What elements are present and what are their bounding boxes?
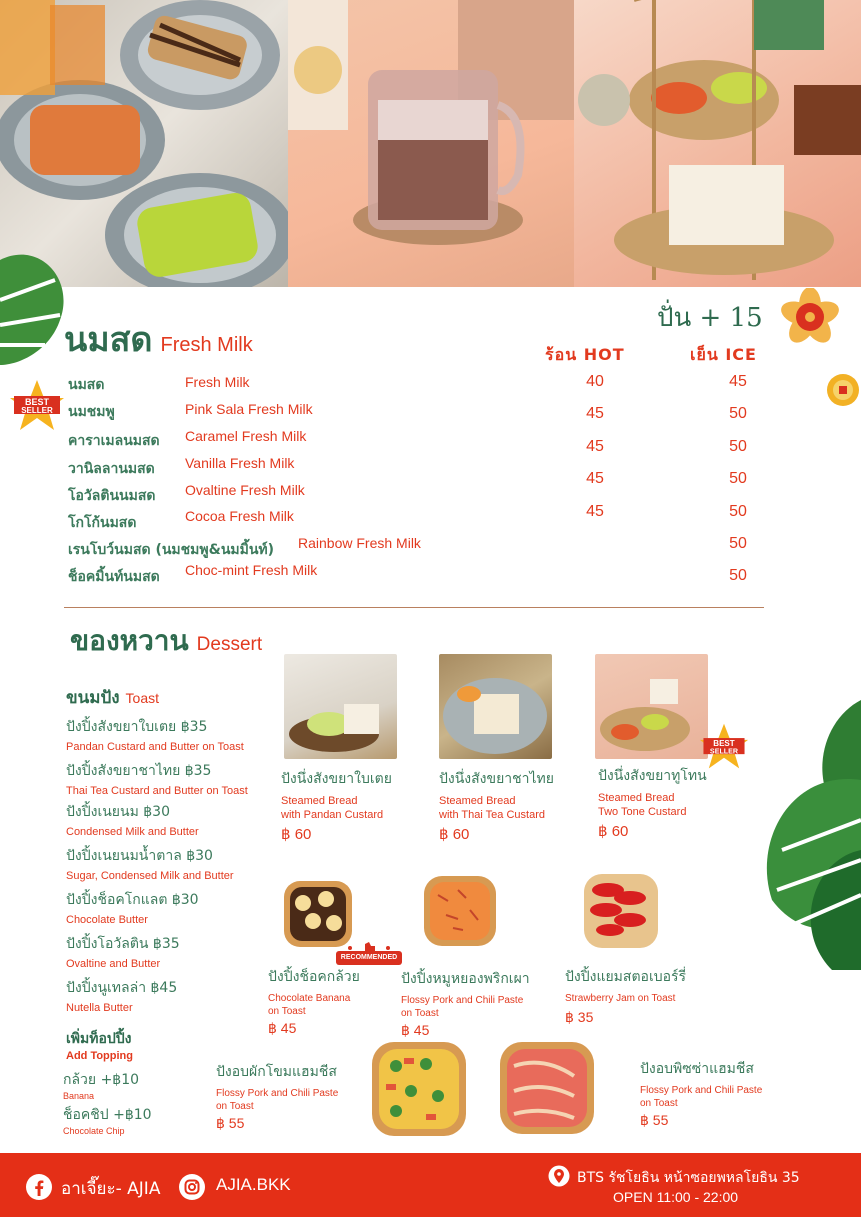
- photo-steamed-bread: [574, 0, 861, 287]
- column-ice-header: เย็น ICE: [690, 345, 757, 364]
- steamed-item-th: ปังนึ่งสังขยาใบเตย: [281, 771, 392, 787]
- baked-item: [216, 1061, 338, 1132]
- milk-item-en: Ovaltine Fresh Milk: [185, 482, 305, 498]
- milk-item-th: คาราเมลนมสด: [68, 433, 160, 449]
- special-toast-price: ฿ 45: [401, 1022, 430, 1038]
- toast-item-th: ปังปิ้งนูเทลล่า ฿45: [66, 980, 178, 996]
- best-seller-line2: SELLER: [21, 406, 53, 415]
- toast-item: [66, 716, 276, 760]
- footer-bar: [0, 1153, 861, 1217]
- milk-item-th: นมชมพู: [68, 404, 115, 420]
- price-hot: 40: [586, 373, 604, 390]
- special-toast-item: [565, 966, 686, 1026]
- price-ice: 50: [729, 470, 747, 487]
- baked-item-en2: on Toast: [640, 1098, 678, 1109]
- toast-item-th: ปังปิ้งเนยนมน้ำตาล ฿30: [66, 848, 213, 864]
- fresh-milk-title-th: นมสด: [64, 320, 153, 360]
- toast-title-th: ขนมปัง: [66, 688, 120, 708]
- special-toast-en1: Chocolate Banana: [268, 993, 351, 1004]
- price-ice: 50: [729, 503, 747, 520]
- milk-item-en: Cocoa Fresh Milk: [185, 508, 294, 524]
- toast-item-th: ปังปิ้งสังขยาชาไทย ฿35: [66, 763, 212, 779]
- dessert-title-en: Dessert: [196, 634, 263, 655]
- instagram-handle[interactable]: AJIA.BKK: [216, 1175, 291, 1194]
- dessert-heading: [70, 619, 262, 663]
- coin-decoration: [826, 373, 861, 408]
- toast-item-en: Nutella Butter: [66, 1002, 133, 1014]
- flower-decoration: [780, 288, 840, 346]
- steamed-item-price: ฿ 60: [439, 826, 470, 843]
- toast-list: [66, 716, 276, 1021]
- special-toast-th: ปังปิ้งแยมสตอเบอร์รี่: [565, 969, 687, 985]
- recommended-label: RECOMMENDED: [340, 954, 398, 961]
- topping-item: [63, 1104, 152, 1136]
- best-seller-star-icon: [8, 378, 66, 434]
- opening-hours: OPEN 11:00 - 22:00: [613, 1189, 739, 1205]
- topping-title-en: Add Topping: [66, 1050, 133, 1062]
- special-toast-th: ปังปิ้งหมูหยองพริกเผา: [401, 971, 530, 987]
- baked-item-th: ปังอบผักโขมแฮมชีส: [216, 1064, 337, 1080]
- fresh-milk-heading: [64, 312, 253, 366]
- topping-title-th: เพิ่มท็อปปิ้ง: [66, 1031, 132, 1047]
- special-toast-price: ฿ 35: [565, 1009, 594, 1025]
- milk-item-th: โกโก้นมสด: [68, 515, 137, 531]
- topping-item: [63, 1069, 139, 1101]
- photo-steamed-thaitea: [439, 654, 552, 759]
- milk-item-en: Fresh Milk: [185, 374, 250, 390]
- toast-item-en: Condensed Milk and Butter: [66, 826, 199, 838]
- toast-title-en: Toast: [125, 690, 160, 706]
- steamed-item-en1: Steamed Bread: [439, 795, 516, 807]
- blend-surcharge: ปั่น + 15: [657, 303, 763, 333]
- milk-item-th: โอวัลตินนมสด: [68, 488, 156, 504]
- baked-pizza-ham-illustration: [494, 1036, 600, 1140]
- toast-item: [66, 933, 276, 977]
- toast-item: [66, 801, 276, 845]
- monstera-leaf-decoration: [0, 240, 72, 370]
- special-toast-th: ปังปิ้งช็อคกล้วย: [268, 969, 360, 985]
- milk-item-th: วานิลลานมสด: [68, 461, 155, 477]
- baked-item-en2: on Toast: [216, 1101, 254, 1112]
- steamed-item-price: ฿ 60: [598, 823, 629, 840]
- steamed-item-en2: Two Tone Custard: [598, 806, 687, 818]
- baked-item-en1: Flossy Pork and Chili Paste: [640, 1085, 763, 1096]
- milk-item-en: Pink Sala Fresh Milk: [185, 401, 313, 417]
- toast-strawberry-jam-illustration: [578, 868, 664, 954]
- special-toast-en2: on Toast: [401, 1008, 439, 1019]
- photo-iced-cocoa: [288, 0, 574, 287]
- column-hot-header: ร้อน HOT: [545, 345, 625, 364]
- best-seller-line1: BEST: [24, 397, 50, 407]
- toast-item-en: Pandan Custard and Butter on Toast: [66, 741, 244, 753]
- toast-item-en: Sugar, Condensed Milk and Butter: [66, 870, 234, 882]
- special-toast-item: [268, 966, 360, 1037]
- milk-item-en: Rainbow Fresh Milk: [298, 535, 421, 551]
- section-divider: [64, 607, 764, 608]
- steamed-item-en2: with Pandan Custard: [281, 809, 384, 821]
- special-toast-en1: Strawberry Jam on Toast: [565, 993, 676, 1004]
- topping-item-th: ช็อคชิป +฿10: [63, 1107, 152, 1123]
- baked-item: [640, 1058, 762, 1129]
- toast-item-en: Thai Tea Custard and Butter on Toast: [66, 785, 248, 797]
- price-hot: 45: [586, 503, 604, 520]
- special-toast-price: ฿ 45: [268, 1020, 297, 1036]
- toast-item-en: Chocolate Butter: [66, 914, 148, 926]
- photo-steamed-pandan: [284, 654, 397, 759]
- best-seller-line1: BEST: [713, 739, 735, 749]
- steamed-item: [439, 768, 554, 843]
- instagram-icon[interactable]: [178, 1173, 206, 1201]
- milk-item-en: Caramel Fresh Milk: [185, 428, 307, 444]
- toast-item: [66, 977, 276, 1021]
- dessert-title-th: ของหวาน: [70, 624, 189, 657]
- baked-item-th: ปังอบพิซซ่าแฮมชีส: [640, 1061, 754, 1077]
- best-seller-line2: SELLER: [709, 747, 739, 756]
- price-ice: 50: [729, 535, 747, 552]
- topping-heading: [66, 1028, 133, 1062]
- toast-item-th: ปังปิ้งโอวัลติน ฿35: [66, 936, 180, 952]
- facebook-handle[interactable]: อาเจี๊ยะ- AJIA: [61, 1179, 161, 1199]
- toast-item: [66, 889, 276, 933]
- price-hot: 45: [586, 438, 604, 455]
- toast-item-th: ปังปิ้งเนยนม ฿30: [66, 804, 170, 820]
- toast-item-th: ปังปิ้งช็อคโกแลต ฿30: [66, 892, 199, 908]
- location-text: BTS รัชโยธิน หน้าซอยพหลโยธิน 35: [577, 1170, 800, 1186]
- milk-item-th: นมสด: [68, 377, 105, 393]
- location-pin-icon: [548, 1165, 570, 1187]
- steamed-item-en1: Steamed Bread: [598, 792, 675, 804]
- steamed-item-th: ปังนึ่งสังขยาชาไทย: [439, 771, 554, 787]
- baked-item-en1: Flossy Pork and Chili Paste: [216, 1088, 339, 1099]
- price-hot: 45: [586, 470, 604, 487]
- facebook-icon[interactable]: [25, 1173, 53, 1201]
- baked-item-price: ฿ 55: [640, 1112, 669, 1128]
- steamed-item-price: ฿ 60: [281, 826, 312, 843]
- special-toast-item: [401, 968, 530, 1039]
- baked-item-price: ฿ 55: [216, 1115, 245, 1131]
- recommended-badge: [336, 941, 402, 967]
- toast-item-th: ปังปิ้งสังขยาใบเตย ฿35: [66, 719, 208, 735]
- monstera-leaves-decoration: [752, 700, 861, 970]
- milk-item-th: เรนโบว์นมสด (นมชมพู&นมมิ้นท์): [68, 542, 275, 558]
- toast-heading: [66, 684, 159, 711]
- milk-item-en: Vanilla Fresh Milk: [185, 455, 295, 471]
- fresh-milk-title-en: Fresh Milk: [160, 334, 253, 356]
- toast-item-en: Ovaltine and Butter: [66, 958, 161, 970]
- milk-item-en: Choc-mint Fresh Milk: [185, 562, 318, 578]
- toast-pork-chili-illustration: [418, 870, 502, 952]
- special-toast-en2: on Toast: [268, 1006, 306, 1017]
- toast-item: [66, 760, 276, 801]
- photo-steamed-twotone: [595, 654, 708, 759]
- topping-item-en: Banana: [63, 1091, 95, 1101]
- steamed-item-en2: with Thai Tea Custard: [439, 809, 545, 821]
- toast-item: [66, 845, 276, 889]
- price-hot: 45: [586, 405, 604, 422]
- price-ice: 50: [729, 567, 747, 584]
- milk-item-th: ช็อคมิ้นท์นมสด: [68, 569, 160, 585]
- price-ice: 45: [729, 373, 747, 390]
- steamed-item-en1: Steamed Bread: [281, 795, 358, 807]
- price-ice: 50: [729, 438, 747, 455]
- topping-item-en: Chocolate Chip: [63, 1126, 125, 1136]
- baked-spinach-ham-illustration: [366, 1036, 472, 1142]
- steamed-item-th: ปังนึ่งสังขยาทูโทน: [598, 768, 707, 784]
- special-toast-en1: Flossy Pork and Chili Paste: [401, 995, 524, 1006]
- price-ice: 50: [729, 405, 747, 422]
- steamed-item: [281, 768, 392, 843]
- steamed-item: [598, 765, 707, 840]
- topping-item-th: กล้วย +฿10: [63, 1072, 140, 1088]
